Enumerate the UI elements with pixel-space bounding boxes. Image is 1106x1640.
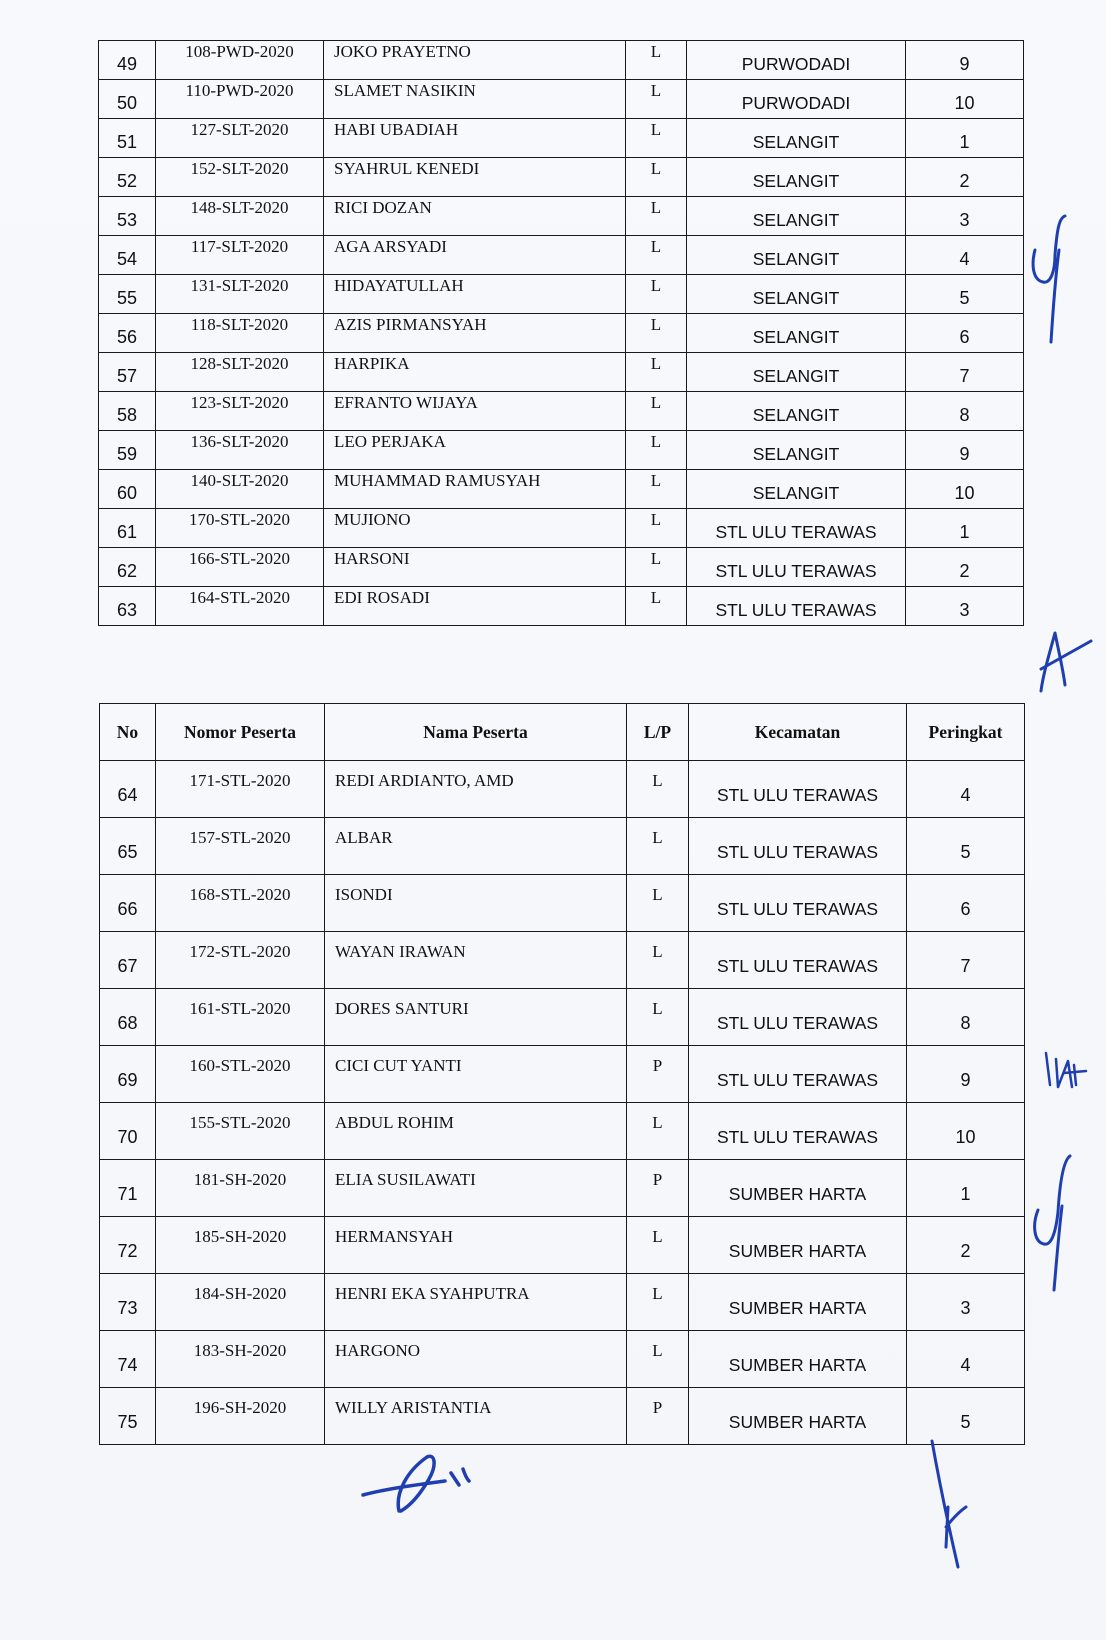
table-header-row <box>100 704 1025 761</box>
cell-peringkat: 2 <box>906 548 1024 587</box>
cell-kecamatan: SELANGIT <box>687 353 906 392</box>
table-row <box>99 80 1024 119</box>
cell-nama-peserta: CICI CUT YANTI <box>325 1046 627 1103</box>
cell-kecamatan: STL ULU TERAWAS <box>687 548 906 587</box>
cell-no: 65 <box>100 818 156 875</box>
cell-peringkat: 6 <box>907 875 1025 932</box>
cell-kecamatan: PURWODADI <box>687 80 906 119</box>
cell-kecamatan: STL ULU TERAWAS <box>689 818 907 875</box>
cell-peringkat: 8 <box>906 392 1024 431</box>
cell-nama-peserta: SYAHRUL KENEDI <box>324 158 626 197</box>
cell-nomor-peserta: 168-STL-2020 <box>156 875 325 932</box>
cell-no: 64 <box>100 761 156 818</box>
cell-kecamatan: SELANGIT <box>687 392 906 431</box>
cell-lp: P <box>627 1160 689 1217</box>
participant-table-continued <box>98 40 1024 626</box>
cell-no: 59 <box>99 431 156 470</box>
cell-nomor-peserta: 131-SLT-2020 <box>156 275 324 314</box>
participant-table <box>99 703 1025 1445</box>
table-row <box>100 932 1025 989</box>
cell-nomor-peserta: 118-SLT-2020 <box>156 314 324 353</box>
cell-nama-peserta: MUHAMMAD RAMUSYAH <box>324 470 626 509</box>
cell-nomor-peserta: 155-STL-2020 <box>156 1103 325 1160</box>
cell-peringkat: 10 <box>907 1103 1025 1160</box>
cell-kecamatan: SUMBER HARTA <box>689 1331 907 1388</box>
cell-no: 75 <box>100 1388 156 1445</box>
cell-lp: L <box>627 932 689 989</box>
cell-kecamatan: SELANGIT <box>687 197 906 236</box>
cell-nama-peserta: HABI UBADIAH <box>324 119 626 158</box>
cell-peringkat: 2 <box>906 158 1024 197</box>
cell-peringkat: 5 <box>907 1388 1025 1445</box>
cell-lp: P <box>627 1046 689 1103</box>
table2-header <box>100 704 1025 761</box>
cell-nama-peserta: JOKO PRAYETNO <box>324 41 626 80</box>
cell-kecamatan: STL ULU TERAWAS <box>689 932 907 989</box>
cell-nomor-peserta: 140-SLT-2020 <box>156 470 324 509</box>
table-row <box>99 509 1024 548</box>
cell-lp: L <box>626 80 687 119</box>
cell-peringkat: 3 <box>906 197 1024 236</box>
cell-kecamatan: SELANGIT <box>687 275 906 314</box>
cell-lp: L <box>626 353 687 392</box>
cell-nama-peserta: MUJIONO <box>324 509 626 548</box>
cell-kecamatan: SUMBER HARTA <box>689 1217 907 1274</box>
table-row <box>100 818 1025 875</box>
cell-lp: P <box>627 1388 689 1445</box>
cell-no: 60 <box>99 470 156 509</box>
cell-nama-peserta: EDI ROSADI <box>324 587 626 626</box>
table-row <box>100 1217 1025 1274</box>
cell-nomor-peserta: 170-STL-2020 <box>156 509 324 548</box>
cell-nama-peserta: ALBAR <box>325 818 627 875</box>
cell-lp: L <box>626 392 687 431</box>
cell-nama-peserta: REDI ARDIANTO, AMD <box>325 761 627 818</box>
cell-peringkat: 6 <box>906 314 1024 353</box>
cell-no: 53 <box>99 197 156 236</box>
cell-peringkat: 2 <box>907 1217 1025 1274</box>
cell-no: 57 <box>99 353 156 392</box>
cell-kecamatan: STL ULU TERAWAS <box>689 989 907 1046</box>
cell-no: 58 <box>99 392 156 431</box>
table-row <box>99 548 1024 587</box>
cell-peringkat: 4 <box>907 1331 1025 1388</box>
cell-no: 66 <box>100 875 156 932</box>
header-peringkat: Peringkat <box>907 704 1025 761</box>
initial-mark-2 <box>1035 625 1095 695</box>
cell-nomor-peserta: 117-SLT-2020 <box>156 236 324 275</box>
cell-nama-peserta: LEO PERJAKA <box>324 431 626 470</box>
cell-lp: L <box>626 158 687 197</box>
cell-nomor-peserta: 185-SH-2020 <box>156 1217 325 1274</box>
cell-no: 56 <box>99 314 156 353</box>
cell-no: 69 <box>100 1046 156 1103</box>
cell-nomor-peserta: 108-PWD-2020 <box>156 41 324 80</box>
cell-lp: L <box>626 119 687 158</box>
cell-no: 63 <box>99 587 156 626</box>
initial-mark-4 <box>1028 1150 1078 1300</box>
cell-lp: L <box>626 548 687 587</box>
table-row <box>99 158 1024 197</box>
table-row <box>100 761 1025 818</box>
cell-kecamatan: STL ULU TERAWAS <box>687 587 906 626</box>
cell-kecamatan: SELANGIT <box>687 119 906 158</box>
table-row <box>99 587 1024 626</box>
table-row <box>100 1388 1025 1445</box>
cell-nomor-peserta: 172-STL-2020 <box>156 932 325 989</box>
cell-nomor-peserta: 127-SLT-2020 <box>156 119 324 158</box>
table-row <box>100 1331 1025 1388</box>
cell-no: 72 <box>100 1217 156 1274</box>
cell-lp: L <box>626 431 687 470</box>
cell-lp: L <box>626 236 687 275</box>
cell-no: 70 <box>100 1103 156 1160</box>
table-row <box>99 41 1024 80</box>
cell-nama-peserta: AGA ARSYADI <box>324 236 626 275</box>
cell-lp: L <box>627 875 689 932</box>
table1-body <box>99 41 1024 626</box>
cell-kecamatan: PURWODADI <box>687 41 906 80</box>
cell-nama-peserta: HARSONI <box>324 548 626 587</box>
table-row <box>99 431 1024 470</box>
cell-nama-peserta: ABDUL ROHIM <box>325 1103 627 1160</box>
cell-peringkat: 5 <box>906 275 1024 314</box>
cell-kecamatan: SELANGIT <box>687 236 906 275</box>
table-row <box>99 314 1024 353</box>
cell-peringkat: 8 <box>907 989 1025 1046</box>
cell-peringkat: 9 <box>906 431 1024 470</box>
cell-no: 61 <box>99 509 156 548</box>
table2-body <box>100 761 1025 1445</box>
cell-nama-peserta: ISONDI <box>325 875 627 932</box>
table-row <box>99 392 1024 431</box>
cell-no: 52 <box>99 158 156 197</box>
cell-nomor-peserta: 152-SLT-2020 <box>156 158 324 197</box>
table-row <box>100 1046 1025 1103</box>
initial-mark-1 <box>1025 210 1075 350</box>
table-row <box>99 119 1024 158</box>
cell-nomor-peserta: 148-SLT-2020 <box>156 197 324 236</box>
cell-lp: L <box>626 509 687 548</box>
cell-nama-peserta: EFRANTO WIJAYA <box>324 392 626 431</box>
header-no: No <box>100 704 156 761</box>
cell-peringkat: 3 <box>907 1274 1025 1331</box>
cell-nomor-peserta: 196-SH-2020 <box>156 1388 325 1445</box>
header-nama-peserta: Nama Peserta <box>325 704 627 761</box>
cell-no: 50 <box>99 80 156 119</box>
table-row <box>100 875 1025 932</box>
cell-no: 67 <box>100 932 156 989</box>
cell-peringkat: 1 <box>907 1160 1025 1217</box>
cell-nomor-peserta: 160-STL-2020 <box>156 1046 325 1103</box>
cell-kecamatan: STL ULU TERAWAS <box>689 1103 907 1160</box>
cell-no: 62 <box>99 548 156 587</box>
cell-nomor-peserta: 136-SLT-2020 <box>156 431 324 470</box>
cell-no: 54 <box>99 236 156 275</box>
cell-peringkat: 5 <box>907 818 1025 875</box>
cell-lp: L <box>627 1217 689 1274</box>
cell-no: 73 <box>100 1274 156 1331</box>
cell-kecamatan: SELANGIT <box>687 431 906 470</box>
cell-nomor-peserta: 161-STL-2020 <box>156 989 325 1046</box>
cell-nama-peserta: HARPIKA <box>324 353 626 392</box>
cell-lp: L <box>627 1331 689 1388</box>
table-row <box>99 275 1024 314</box>
header-lp: L/P <box>627 704 689 761</box>
cell-nomor-peserta: 181-SH-2020 <box>156 1160 325 1217</box>
cell-nomor-peserta: 128-SLT-2020 <box>156 353 324 392</box>
table-row <box>99 470 1024 509</box>
initial-mark-3 <box>1040 1045 1090 1095</box>
cell-kecamatan: SUMBER HARTA <box>689 1388 907 1445</box>
cell-kecamatan: STL ULU TERAWAS <box>687 509 906 548</box>
cell-nama-peserta: RICI DOZAN <box>324 197 626 236</box>
cell-nomor-peserta: 184-SH-2020 <box>156 1274 325 1331</box>
cell-nama-peserta: ELIA SUSILAWATI <box>325 1160 627 1217</box>
cell-kecamatan: STL ULU TERAWAS <box>689 875 907 932</box>
cell-lp: L <box>626 197 687 236</box>
cell-no: 74 <box>100 1331 156 1388</box>
cell-nama-peserta: HARGONO <box>325 1331 627 1388</box>
cell-no: 55 <box>99 275 156 314</box>
cell-peringkat: 7 <box>906 353 1024 392</box>
cell-no: 49 <box>99 41 156 80</box>
cell-kecamatan: STL ULU TERAWAS <box>689 1046 907 1103</box>
cell-lp: L <box>627 1103 689 1160</box>
cell-nama-peserta: AZIS PIRMANSYAH <box>324 314 626 353</box>
cell-peringkat: 10 <box>906 470 1024 509</box>
table-row <box>99 353 1024 392</box>
header-nomor-peserta: Nomor Peserta <box>156 704 325 761</box>
cell-nomor-peserta: 171-STL-2020 <box>156 761 325 818</box>
cell-peringkat: 7 <box>907 932 1025 989</box>
cell-nama-peserta: HERMANSYAH <box>325 1217 627 1274</box>
cell-no: 51 <box>99 119 156 158</box>
cell-peringkat: 9 <box>907 1046 1025 1103</box>
cell-kecamatan: SUMBER HARTA <box>689 1160 907 1217</box>
cell-peringkat: 1 <box>906 119 1024 158</box>
cell-lp: L <box>627 1274 689 1331</box>
table-row <box>100 1160 1025 1217</box>
header-kecamatan: Kecamatan <box>689 704 907 761</box>
table-row <box>99 197 1024 236</box>
cell-nama-peserta: WAYAN IRAWAN <box>325 932 627 989</box>
cell-kecamatan: SELANGIT <box>687 314 906 353</box>
cell-peringkat: 1 <box>906 509 1024 548</box>
cell-nomor-peserta: 157-STL-2020 <box>156 818 325 875</box>
cell-lp: L <box>626 41 687 80</box>
cell-kecamatan: SELANGIT <box>687 158 906 197</box>
cell-nomor-peserta: 164-STL-2020 <box>156 587 324 626</box>
table-row <box>100 1274 1025 1331</box>
table-row <box>99 236 1024 275</box>
cell-peringkat: 4 <box>907 761 1025 818</box>
cell-peringkat: 3 <box>906 587 1024 626</box>
cell-nomor-peserta: 123-SLT-2020 <box>156 392 324 431</box>
cell-nama-peserta: HIDAYATULLAH <box>324 275 626 314</box>
cell-nama-peserta: DORES SANTURI <box>325 989 627 1046</box>
cell-no: 71 <box>100 1160 156 1217</box>
signature-bottom-right <box>920 1435 980 1575</box>
cell-nama-peserta: SLAMET NASIKIN <box>324 80 626 119</box>
cell-kecamatan: SELANGIT <box>687 470 906 509</box>
signature-bottom-left <box>355 1445 505 1515</box>
table-row <box>100 1103 1025 1160</box>
cell-kecamatan: STL ULU TERAWAS <box>689 761 907 818</box>
cell-lp: L <box>626 275 687 314</box>
cell-nomor-peserta: 166-STL-2020 <box>156 548 324 587</box>
cell-nomor-peserta: 183-SH-2020 <box>156 1331 325 1388</box>
cell-lp: L <box>626 470 687 509</box>
cell-lp: L <box>626 587 687 626</box>
cell-kecamatan: SUMBER HARTA <box>689 1274 907 1331</box>
cell-lp: L <box>626 314 687 353</box>
cell-peringkat: 9 <box>906 41 1024 80</box>
cell-lp: L <box>627 761 689 818</box>
cell-nomor-peserta: 110-PWD-2020 <box>156 80 324 119</box>
cell-nama-peserta: HENRI EKA SYAHPUTRA <box>325 1274 627 1331</box>
cell-no: 68 <box>100 989 156 1046</box>
cell-lp: L <box>627 989 689 1046</box>
cell-nama-peserta: WILLY ARISTANTIA <box>325 1388 627 1445</box>
cell-peringkat: 4 <box>906 236 1024 275</box>
cell-lp: L <box>627 818 689 875</box>
table-row <box>100 989 1025 1046</box>
cell-peringkat: 10 <box>906 80 1024 119</box>
